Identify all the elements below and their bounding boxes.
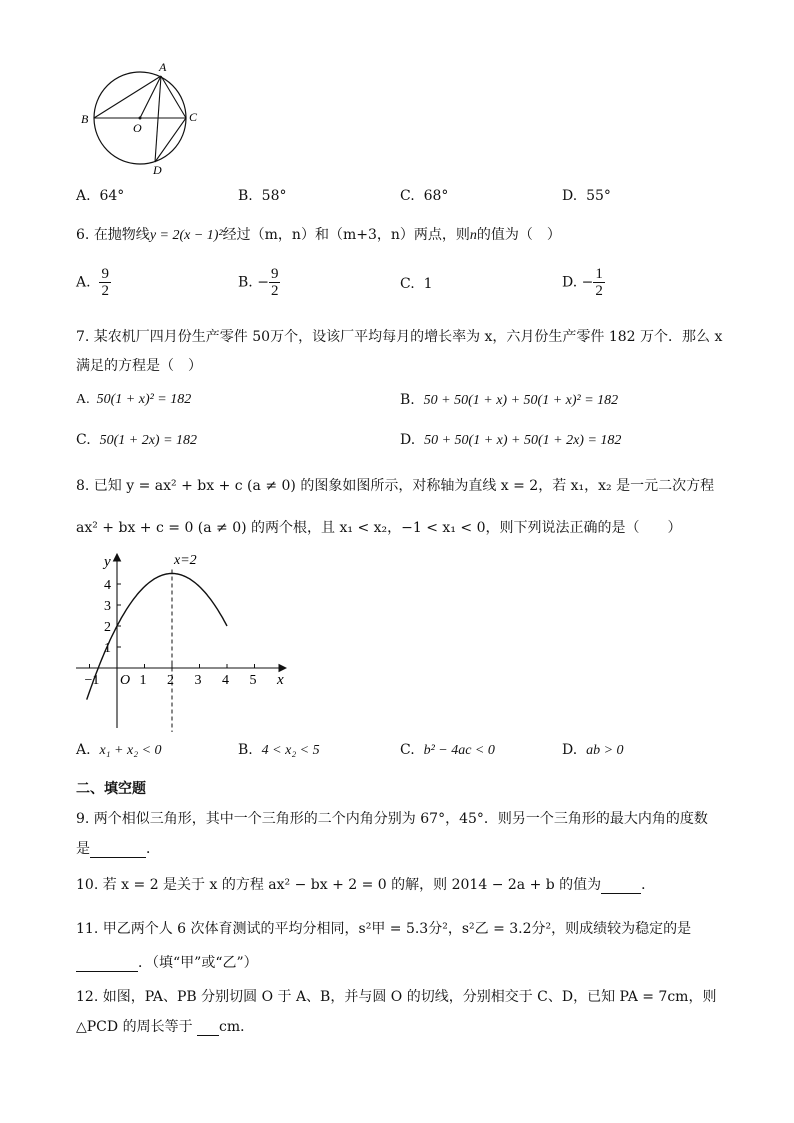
q8-option-c[interactable]: C. b² − 4ac < 0 [400,742,495,758]
circle-figure [75,58,215,178]
x-tick-label: 3 [194,673,202,688]
q8-stem-line2: ax² + bx + c = 0 (a ≠ 0) 的两个根，且 x₁ < x₂，−1 < x₁ < 0，则下列说法正确的是（ ） [76,520,682,536]
q11-stem-line1: 11. 甲乙两个人 6 次体育测试的平均分相同，s²甲 = 5.3分²，s²乙 = 3.2分²，则成绩较为稳定的是 [76,921,692,937]
q7-option-c[interactable]: C. 50(1 + 2x) = 182 [76,432,198,448]
y-tick-label: 2 [104,620,111,635]
q11-answer-blank[interactable] [76,957,138,972]
q9-stem-line1: 9. 两个相似三角形，其中一个三角形的二个内角分别为 67°，45°．则另一个三角形的最大内角的度数 [76,811,708,827]
y-tick-label: 3 [104,599,111,614]
q8-option-a[interactable]: A. x₁ + x₂ < 0 [76,742,162,758]
symmetry-axis-label: x=2 [174,553,197,568]
label-D: D [153,163,162,177]
y-tick-label: 4 [104,578,111,593]
q8-option-d[interactable]: D. ab > 0 [562,742,624,758]
q5-option-d[interactable]: D. 55° [562,188,611,204]
q5-option-a[interactable]: A. 64° [76,188,125,204]
x-tick-label: −1 [84,673,100,688]
q8-option-b[interactable]: B. 4 < x₂ < 5 [238,742,320,758]
q12-stem-line2: △PCD 的周长等于 cm． [76,1019,255,1035]
q7-stem-line2: 满足的方程是（ ） [76,358,202,374]
label-B: B [81,112,89,126]
q12-answer-blank[interactable] [197,1021,219,1036]
section-title-fill-blank: 二、填空题 [76,781,146,797]
y-tick-label: 1 [104,641,111,656]
q10-stem: 10. 若 x = 2 是关于 x 的方程 ax² − bx + 2 = 0 的解，则 2014 − 2a + b 的值为 ． [76,877,656,893]
q7-stem-line1: 7. 某农机厂四月份生产零件 50万个，设该厂平均每月的增长率为 x，六月份生产零件 182 万个．那么 x [76,329,723,345]
q12-stem-line1: 12. 如图，PA、PB 分别切圆 O 于 A、B，并与圆 O 的切线，分别相交于 C、D，已知 PA = 7cm，则 [76,989,717,1005]
q6-option-d[interactable]: D. − $\frac{1}{2}$ [562,266,603,299]
parabola-chart [66,548,296,738]
q6-option-a[interactable]: A. $\frac{9}{2}$ [76,266,109,299]
q6-option-b[interactable]: B. − $\frac{9}{2}$ [238,266,279,299]
q5-option-b[interactable]: B. 58° [238,188,287,204]
q9-answer-blank[interactable] [90,843,146,858]
x-tick-label: 4 [222,673,229,688]
label-C: C [189,110,198,124]
q7-option-d[interactable]: D. 50 + 50(1 + x) + 50(1 + 2x) = 182 [400,432,622,448]
q11-stem-line2: ．（填“甲”或“乙”） [76,952,258,972]
x-tick-label: O [120,673,131,688]
q5-option-c[interactable]: C. 68° [400,188,449,204]
q7-option-b[interactable]: B. 50 + 50(1 + x) + 50(1 + x)² = 182 [400,392,619,408]
y-axis-label: y [104,554,111,570]
q8-stem-line1: 8. 已知 y = ax² + bx + c (a ≠ 0) 的图象如图所示，对称轴为直线 x = 2，若 x₁，x₂ 是一元二次方程 [76,478,715,494]
x-axis-label: x [277,672,284,688]
q10-answer-blank[interactable] [601,879,641,894]
x-tick-label: 2 [167,673,174,688]
x-tick-label: 5 [249,673,257,688]
q9-stem-line2: 是 ． [76,841,160,857]
label-O: O [133,121,142,135]
x-tick-label: 1 [139,673,147,688]
label-A: A [159,60,167,74]
q6-stem: 6. 在抛物线y = 2(x − 1)²经过（m，n）和（m+3，n）两点，则n的值为（ ） [76,227,561,243]
q6-option-c[interactable]: C. 1 [400,276,433,292]
q7-option-a[interactable]: A. 50(1 + x)² = 182 [76,392,192,407]
